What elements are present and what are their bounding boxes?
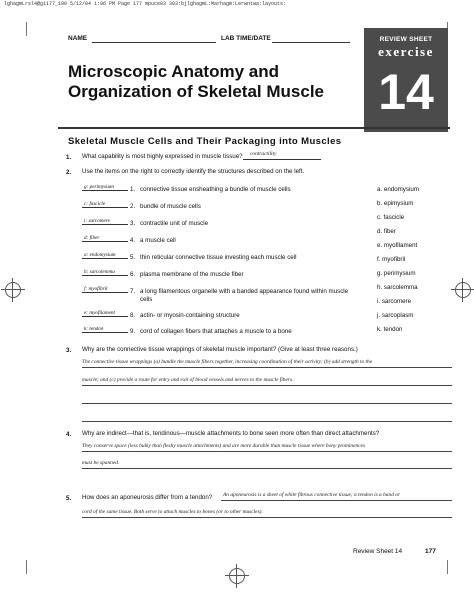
- title-line-2: Organization of Skeletal Muscle: [68, 82, 325, 101]
- q3-answer-line[interactable]: [82, 385, 452, 386]
- q3-answer-line[interactable]: [82, 421, 452, 422]
- q2-item-number: 1.: [130, 186, 136, 193]
- crop-mark: [26, 22, 27, 36]
- q2-option: h. sarcolemma: [377, 284, 418, 291]
- q4-text: Why are indirect—that is, tendinous—muscle attachments to bone seen more often than direct attachments?: [82, 430, 380, 437]
- q4-number: 4.: [66, 431, 72, 438]
- registration-mark-left: [5, 282, 21, 298]
- q2-item-number: 4.: [130, 237, 136, 244]
- q2-answer-field[interactable]: a: endomysium: [82, 252, 128, 259]
- q2-item-number: 5.: [130, 254, 136, 261]
- q4-answer-line[interactable]: [82, 451, 452, 452]
- q2-item-text: bundle of muscle cells: [140, 203, 201, 210]
- q2-option: g. perimysium: [377, 270, 416, 277]
- page-title: [68, 62, 338, 102]
- q3-text: Why are the connective tissue wrappings of skeletal muscle important? (Give at least three reasons.): [82, 346, 358, 353]
- section-heading: Skeletal Muscle Cells and Their Packaging into Muscles: [68, 136, 342, 147]
- lab-time-date-field[interactable]: [272, 34, 350, 43]
- q2-text: Use the items on the right to correctly identify the structures described on the left.: [82, 168, 305, 175]
- q2-answer-field[interactable]: e: myofilament: [82, 310, 128, 317]
- q2-answer-field[interactable]: k: tendon: [82, 326, 128, 333]
- q2-option: k. tendon: [377, 326, 403, 333]
- crop-mark: [26, 560, 27, 574]
- q5-answer-line-1: An aponeurosis is a sheet of white fibrous connective tissue; a tendon is a band or: [223, 492, 401, 498]
- q1-answer: contractility: [250, 151, 277, 157]
- q3-answer-line-1: The connective tissue wrappings (a) bundle the muscle fibers together, increasing coordination of their activity; (b) add strength to the: [82, 359, 373, 365]
- q2-item-text: actin- or myosin-containing structure: [140, 312, 240, 319]
- q5-answer-line[interactable]: [221, 500, 452, 501]
- q2-item-number: 2.: [130, 203, 136, 210]
- q2-option: b. epimysium: [377, 200, 414, 207]
- page-number: 177: [425, 548, 436, 555]
- title-divider: [58, 127, 450, 129]
- q2-item-text: a muscle cell: [140, 237, 176, 244]
- exercise-label: exercise: [378, 44, 434, 59]
- q2-answer-field[interactable]: h: sarcolemma: [82, 269, 128, 276]
- q4-answer-line-1: They conserve space (less bulky than fleshy muscle attachments) and are more durable than muscle tissue where bony prominences: [82, 443, 366, 449]
- q4-answer-line[interactable]: [82, 468, 452, 469]
- q2-item-number: 6.: [130, 271, 136, 278]
- q5-answer-line-2: cord of the same tissue. Both serve to attach muscles to bones (or to other muscles).: [82, 509, 263, 515]
- q2-item-text: connective tissue ensheathing a bundle of muscle cells: [140, 186, 291, 193]
- q3-answer-line-2: muscle; and (c) provide a route for entry and exit of blood vessels and nerves to the muscle fibers.: [82, 377, 294, 383]
- q2-option: j. sarcoplasm: [377, 312, 414, 319]
- registration-mark-right: [455, 282, 471, 298]
- q2-item-number: 9.: [130, 328, 136, 335]
- q2-answer-field[interactable]: i: sarcomere: [82, 218, 128, 225]
- printer-slug: lghagmLrsl4@gi177_180 5/12/04 1:06 PM Page 177 mpuce03 303:bjlghagmL:Marhagm:Lerwntwa:layouts:: [4, 1, 287, 7]
- q2-item-number: 7.: [130, 288, 136, 295]
- q2-item-number: 8.: [130, 312, 136, 319]
- q2-answer-field[interactable]: g: perimysium: [82, 184, 128, 191]
- crop-mark: [447, 560, 448, 574]
- q2-item-text: contractile unit of muscle: [140, 220, 209, 227]
- q5-answer-line[interactable]: [82, 517, 452, 518]
- q2-number: 2.: [66, 169, 72, 176]
- q2-item-text: cord of collagen fibers that attaches a muscle to a bone: [140, 328, 292, 335]
- q2-option: d. fiber: [377, 228, 396, 235]
- q5-number: 5.: [66, 495, 72, 502]
- q3-answer-line[interactable]: [82, 367, 452, 368]
- q1-text: What capability is most highly expressed in muscle tissue?: [82, 153, 243, 160]
- title-line-1: Microscopic Anatomy and: [68, 62, 279, 81]
- q2-option: i. sarcomere: [377, 298, 412, 305]
- q1-number: 1.: [66, 154, 72, 161]
- q5-text: How does an aponeurosis differ from a tendon?: [82, 494, 213, 501]
- q3-answer-line[interactable]: [82, 403, 452, 404]
- review-sheet-label: REVIEW SHEET: [379, 36, 433, 43]
- q2-option: f. myofibril: [377, 256, 406, 263]
- q3-number: 3.: [66, 347, 72, 354]
- q2-item-text: plasma membrane of the muscle fiber: [140, 271, 244, 278]
- q2-option: a. endomysium: [377, 186, 419, 193]
- q2-item-text: thin reticular connective tissue investing each muscle cell: [140, 254, 297, 261]
- q2-answer-field[interactable]: d: fiber: [82, 235, 128, 242]
- name-label: NAME: [68, 35, 88, 42]
- q2-option: e. myofilament: [377, 242, 418, 249]
- lab-time-date-label: LAB TIME/DATE: [221, 35, 271, 42]
- q2-answer-field[interactable]: c: fascicle: [82, 201, 128, 208]
- q4-answer-line-2: must be spanned.: [82, 460, 120, 466]
- q2-option: c. fascicle: [377, 214, 405, 221]
- exercise-number: 14: [378, 64, 434, 120]
- q2-item-text: a long filamentous organelle with a banded appearance found within muscle cells: [140, 288, 349, 303]
- q2-item-number: 3.: [130, 220, 136, 227]
- footer-label: Review Sheet 14: [353, 548, 403, 555]
- name-field[interactable]: [92, 34, 216, 43]
- registration-mark-bottom: [229, 568, 245, 584]
- q2-answer-field[interactable]: f: myofibril: [82, 286, 128, 293]
